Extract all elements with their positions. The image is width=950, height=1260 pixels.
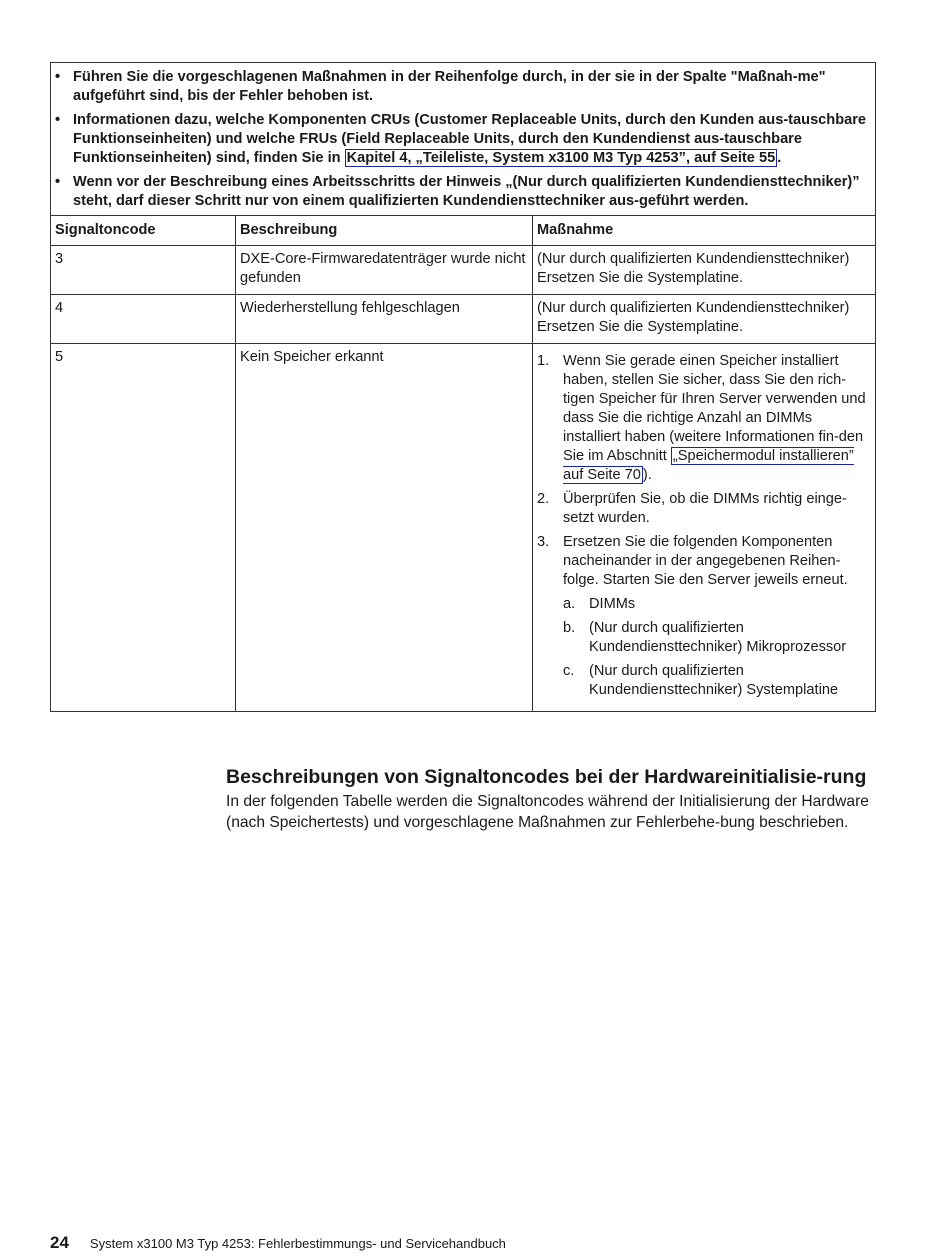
note-text-end: . (777, 150, 782, 166)
cell-description: DXE-Core-Firmwaredatenträger wurde nicht gefunden (236, 246, 533, 295)
step-number: 3. (537, 534, 550, 550)
cell-description: Wiederherstellung fehlgeschlagen (236, 295, 533, 344)
note-item (55, 173, 869, 211)
step-content (563, 533, 871, 700)
action-step (537, 533, 871, 700)
step-number: 1. (537, 353, 550, 369)
sub-step-text: (Nur durch qualifizierten Kundendiensttechniker) Systemplatine (589, 663, 839, 698)
sub-step-text: (Nur durch qualifizierten Kundendiensttechniker) Mikroprozessor (589, 620, 847, 655)
section-body: In der folgenden Tabelle werden die Signaltoncodes während der Initialisierung der Hardware (nach Speichertests) und vorgeschlagene Maßnahmen zur Fehlerbehe-bung beschrieben. (226, 793, 869, 831)
action-step (537, 490, 871, 528)
page-footer (50, 1233, 506, 1253)
book-title: System x3100 M3 Typ 4253: Fehlerbestimmungs- und Servicehandbuch (89, 1236, 506, 1251)
sub-step-label: c. (563, 663, 575, 679)
note-item (55, 68, 869, 106)
beep-code-table (50, 62, 876, 712)
sub-step-label: a. (563, 596, 576, 612)
bullet-icon: • (55, 174, 61, 190)
section-hardware-init-beep-codes (226, 767, 876, 833)
sub-step-label: b. (563, 620, 576, 636)
note-text: Wenn vor der Beschreibung eines Arbeitsschritts der Hinweis „(Nur durch qualifizierten Kundendiensttechniker)” steht, darf dieser Schritt nur von einem qualifizierten Kundendiensttechniker aus-geführt werden. (73, 174, 860, 209)
cell-action (533, 344, 875, 711)
step-text-end: ). (642, 467, 652, 483)
cell-code: 4 (51, 295, 236, 344)
step-text: Überprüfen Sie, ob die DIMMs richtig einge-setzt wurden. (563, 491, 847, 526)
sub-step (563, 595, 871, 614)
sub-step (563, 619, 871, 657)
action-steps (537, 352, 871, 700)
table-grid (51, 216, 875, 711)
step-number: 2. (537, 491, 550, 507)
note-text (73, 111, 869, 168)
step-text: Ersetzen Sie die folgenden Komponenten nacheinander in der angegebenen Reihen-folge. Starten Sie den Server jeweils erneut. (563, 534, 848, 588)
column-header-action: Maßnahme (533, 216, 875, 246)
step-text-part: Wenn Sie gerade einen Speicher installiert haben, stellen Sie sicher, dass Sie den rich-tigen Speicher für Ihren Server verwenden und dass Sie die richtige Anzahl an DIMMs installiert haben (weitere Informationen fin-den Sie im Abschnitt (563, 353, 866, 464)
memory-install-link[interactable]: „Speichermodul installieren” auf Seite 70 (563, 448, 854, 483)
sub-step-text: DIMMs (589, 596, 636, 612)
step-text (563, 352, 871, 485)
page-number: 24 (50, 1233, 69, 1252)
column-header-code: Signaltoncode (51, 216, 236, 246)
cell-action: (Nur durch qualifizierten Kundendiensttechniker) Ersetzen Sie die Systemplatine. (533, 295, 875, 344)
cell-code: 5 (51, 344, 236, 711)
table-notes (51, 63, 875, 216)
cell-code: 3 (51, 246, 236, 295)
cell-action: (Nur durch qualifizierten Kundendiensttechniker) Ersetzen Sie die Systemplatine. (533, 246, 875, 295)
cell-description: Kein Speicher erkannt (236, 344, 533, 711)
bullet-icon: • (55, 69, 61, 85)
note-text: Führen Sie die vorgeschlagenen Maßnahmen in der Reihenfolge durch, in der sie in der Spalte "Maßnah-me" aufgeführt sind, bis der Fehler behoben ist. (73, 69, 826, 104)
note-text-part: Informationen dazu, welche Komponenten CRUs (Customer Replaceable Units, durch den Kunden aus-tauschbare Funktionseinheiten) und welche FRUs (Field Replaceable Units, durch den Kundendienst aus-tauschbare Funktionseinheiten) sind, finden Sie in (73, 112, 867, 166)
parts-list-link[interactable]: Kapitel 4, „Teileliste, System x3100 M3 Typ 4253”, auf Seite 55 (346, 150, 776, 166)
column-header-description: Beschreibung (236, 216, 533, 246)
bullet-icon: • (55, 112, 61, 128)
note-item (55, 111, 869, 168)
section-heading: Beschreibungen von Signaltoncodes bei der Hardwareinitialisie-rung (226, 766, 867, 788)
action-step (537, 352, 871, 485)
sub-step (563, 662, 871, 700)
